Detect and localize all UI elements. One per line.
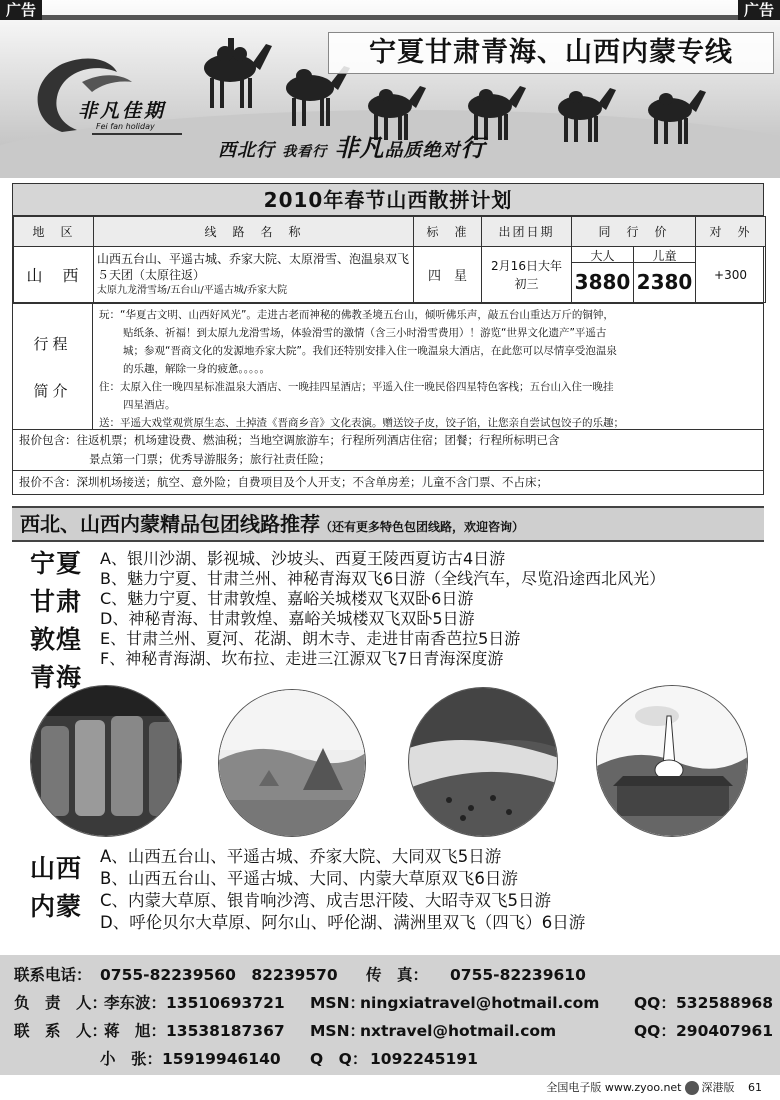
price-excludes: 报价不含：深圳机场接送；航空、意外险；自费项目及个人开支；不含单房差；儿童不含门票、不占床； (13, 470, 763, 493)
cell-standard: 四 星 (414, 247, 482, 303)
contact-line-second (14, 1045, 780, 1073)
msn-label-1: MSN： (310, 994, 366, 1012)
slogan-part-5: 行 (460, 134, 486, 162)
region-neimeng: 内蒙 (30, 892, 83, 921)
adult-label: 大人 (572, 247, 633, 263)
route-sub: 太原九龙滑雪场/五台山/平遥古城/乔家大院 (97, 284, 288, 296)
brand-name-en: Fei fan holiday (96, 122, 155, 131)
banner-slogan (218, 128, 486, 163)
ad-tag-left: 广告 (0, 0, 42, 20)
banner-headline: 宁夏甘肃青海、山西内蒙专线 (328, 32, 774, 74)
page-footer (0, 1076, 780, 1100)
slogan-part-3: 非凡 (334, 134, 385, 162)
cell-region: 山 西 (14, 247, 94, 303)
col-header-route: 线 路 名 称 (94, 217, 414, 247)
itin-play-1: 玩：“华夏古文明、山西好风光”。走进古老而神秘的佛教圣境五台山，倾听佛乐声，敲五台山重达万斤的铜钟， (99, 309, 614, 321)
list-item: B、魅力宁夏、甘肃兰州、神秘青海双飞6日游（全线汽车，尽览沿途西北风光） (100, 569, 666, 588)
grassland-river-photo (408, 687, 558, 837)
header-banner (0, 0, 780, 178)
itin-gift: 送：平遥大戏堂观赏原生态、土掉渣《晋商乡音》文化表演。赠送饺子皮，饺子馅，让您亲自尝试包饺子的乐趣； (99, 417, 624, 429)
cell-child-price (634, 247, 696, 303)
list-item: C、魅力宁夏、甘肃敦煌、嘉峪关城楼双飞双卧6日游 (100, 589, 474, 608)
slogan-part-4: 品质绝对 (384, 140, 461, 161)
contact-info-1: 蒋 旭：13538187367 (104, 1022, 285, 1040)
itinerary-label-1: 行程 (33, 334, 72, 353)
itinerary-label-2: 简介 (33, 381, 72, 400)
col-header-standard: 标 准 (414, 217, 482, 247)
region-shanxi: 山西 (30, 854, 83, 883)
route-main: 山西五台山、平遥古城、乔家大院、太原滑雪、泡温泉双飞５天团（太原往返） (97, 251, 410, 282)
sx-region-labels (30, 850, 82, 926)
contact-line-contact (14, 1017, 780, 1045)
itinerary-label (13, 304, 93, 429)
itinerary-text (93, 304, 763, 429)
col-header-trade-price: 同 行 价 (572, 217, 696, 247)
col-header-region: 地 区 (14, 217, 94, 247)
child-label: 儿童 (634, 247, 695, 263)
qq-label-3: Q Q： (310, 1050, 368, 1068)
list-item: B、山西五台山、平遥古城、大同、内蒙大草原双飞6日游 (100, 869, 518, 888)
banner-rule (0, 15, 780, 20)
msn-address-1: ningxiatravel@hotmail.com (360, 994, 600, 1012)
stupa-temple-photo (596, 685, 748, 837)
contact-info-2: 小 张：15919946140 (100, 1050, 281, 1068)
phone-label: 联系电话： (14, 966, 92, 984)
cell-date: 2月16日大年初三 (482, 247, 572, 303)
msn-address-2: nxtravel@hotmail.com (360, 1022, 557, 1040)
includes-line-1: 报价包含：往返机票；机场建设费、燃油税；当地空调旅游车；行程所列酒店住宿；团餐；行程所标明已含 (19, 433, 560, 447)
prayer-wheels-photo (30, 685, 182, 837)
nw-route-list (100, 549, 665, 669)
adult-price: 3880 (574, 270, 631, 294)
table-row (14, 247, 766, 303)
recommend-heading: 西北、山西内蒙精品包团线路推荐 (20, 512, 320, 536)
itinerary (13, 303, 763, 429)
photo-strip (30, 685, 760, 837)
qq-label-1: QQ： (634, 994, 676, 1012)
itin-play-4: 的乐趣，解除一身的疲惫。。。。。 (123, 363, 270, 375)
region-qinghai: 青海 (30, 663, 83, 692)
qq-number-3: 1092245191 (370, 1050, 478, 1068)
itin-play-3: 城；参观“晋商文化的发源地乔家大院”。我们还特别安排入住一晚温泉大酒店，在此您可以尽情享受泡温泉 (123, 345, 617, 357)
col-header-external: 对 外 (696, 217, 766, 247)
cell-route (94, 247, 414, 303)
cell-external: +300 (696, 247, 766, 303)
includes-line-2: 景点第一门票；优秀导游服务；旅行社责任险； (89, 452, 331, 466)
list-item: D、呼伦贝尔大草原、阿尔山、呼伦湖、满洲里双飞（四飞）6日游 (100, 913, 586, 932)
qq-number-2: 290407961 (676, 1022, 774, 1040)
spring-festival-plan (12, 183, 764, 495)
manager-info: 李东波：13510693721 (104, 994, 285, 1012)
child-price: 2380 (636, 270, 693, 294)
msn-label-2: MSN： (310, 1022, 366, 1040)
list-item: D、神秘青海、甘肃敦煌、嘉峪关城楼双飞双卧5日游 (100, 609, 475, 628)
footer-region: 深港版 (701, 1081, 735, 1094)
itin-play-2: 贴纸条、祈福！到太原九龙滑雪场，体验滑雪的激情（含三小时滑雪费用）！游览“世界文化遗产”平遥古 (123, 327, 607, 339)
region-dunhuang: 敦煌 (30, 625, 83, 654)
list-item: A、银川沙湖、影视城、沙坡头、西夏王陵西夏访古4日游 (100, 549, 506, 568)
contact-line-manager (14, 989, 780, 1017)
nw-region-labels (30, 545, 82, 697)
list-item: A、山西五台山、平遥古城、乔家大院、大同双飞5日游 (100, 847, 502, 866)
itin-stay-2: 四星酒店。 (123, 399, 176, 411)
fax-number: 0755-82239610 (450, 966, 586, 984)
qq-label-2: QQ： (634, 1022, 676, 1040)
plan-table (13, 216, 766, 303)
plan-title: 2010年春节山西散拼计划 (13, 184, 763, 216)
price-includes (13, 429, 763, 470)
qq-number-1: 532588968 (676, 994, 774, 1012)
contact-panel (0, 955, 780, 1075)
page-number: 61 (748, 1081, 762, 1094)
table-header-row (14, 217, 766, 247)
sx-route-list (100, 846, 585, 934)
itin-stay-1: 住：太原入住一晚四星标准温泉大酒店、一晚挂四星酒店；平遥入住一晚民俗四星特色客栈；五台山入住一晚挂 (99, 381, 614, 393)
cell-adult-price (572, 247, 634, 303)
list-item: C、内蒙大草原、银肯响沙湾、成吉思汗陵、大昭寺双飞5日游 (100, 891, 552, 910)
contact-line-phone (14, 961, 780, 989)
earthen-ruins-photo (218, 689, 366, 837)
col-header-date: 出团日期 (482, 217, 572, 247)
contact-label: 联 系 人： (14, 1022, 108, 1040)
manager-label: 负 责 人： (14, 994, 108, 1012)
brand-name: 非凡佳期 (78, 100, 167, 122)
region-ningxia: 宁夏 (30, 549, 83, 578)
slogan-part-2: 我看行 (282, 144, 328, 160)
slogan-part-1: 西北行 (218, 140, 275, 161)
footer-badge-icon (685, 1081, 699, 1095)
phone-number: 0755-82239560 82239570 (100, 966, 338, 984)
list-item: E、甘肃兰州、夏河、花湖、朗木寺、走进甘南香芭拉5日游 (100, 629, 521, 648)
fax-label: 传 真： (366, 966, 429, 984)
recommend-title (12, 506, 764, 542)
footer-edition: 全国电子版 www.zyoo.net (546, 1081, 682, 1094)
list-item: F、神秘青海湖、坎布拉、走进三江源双飞7日青海深度游 (100, 649, 504, 668)
recommend-note: （还有更多特色包团线路，欢迎咨询） (320, 520, 525, 534)
region-gansu: 甘肃 (30, 587, 83, 616)
ad-tag-right: 广告 (738, 0, 780, 20)
